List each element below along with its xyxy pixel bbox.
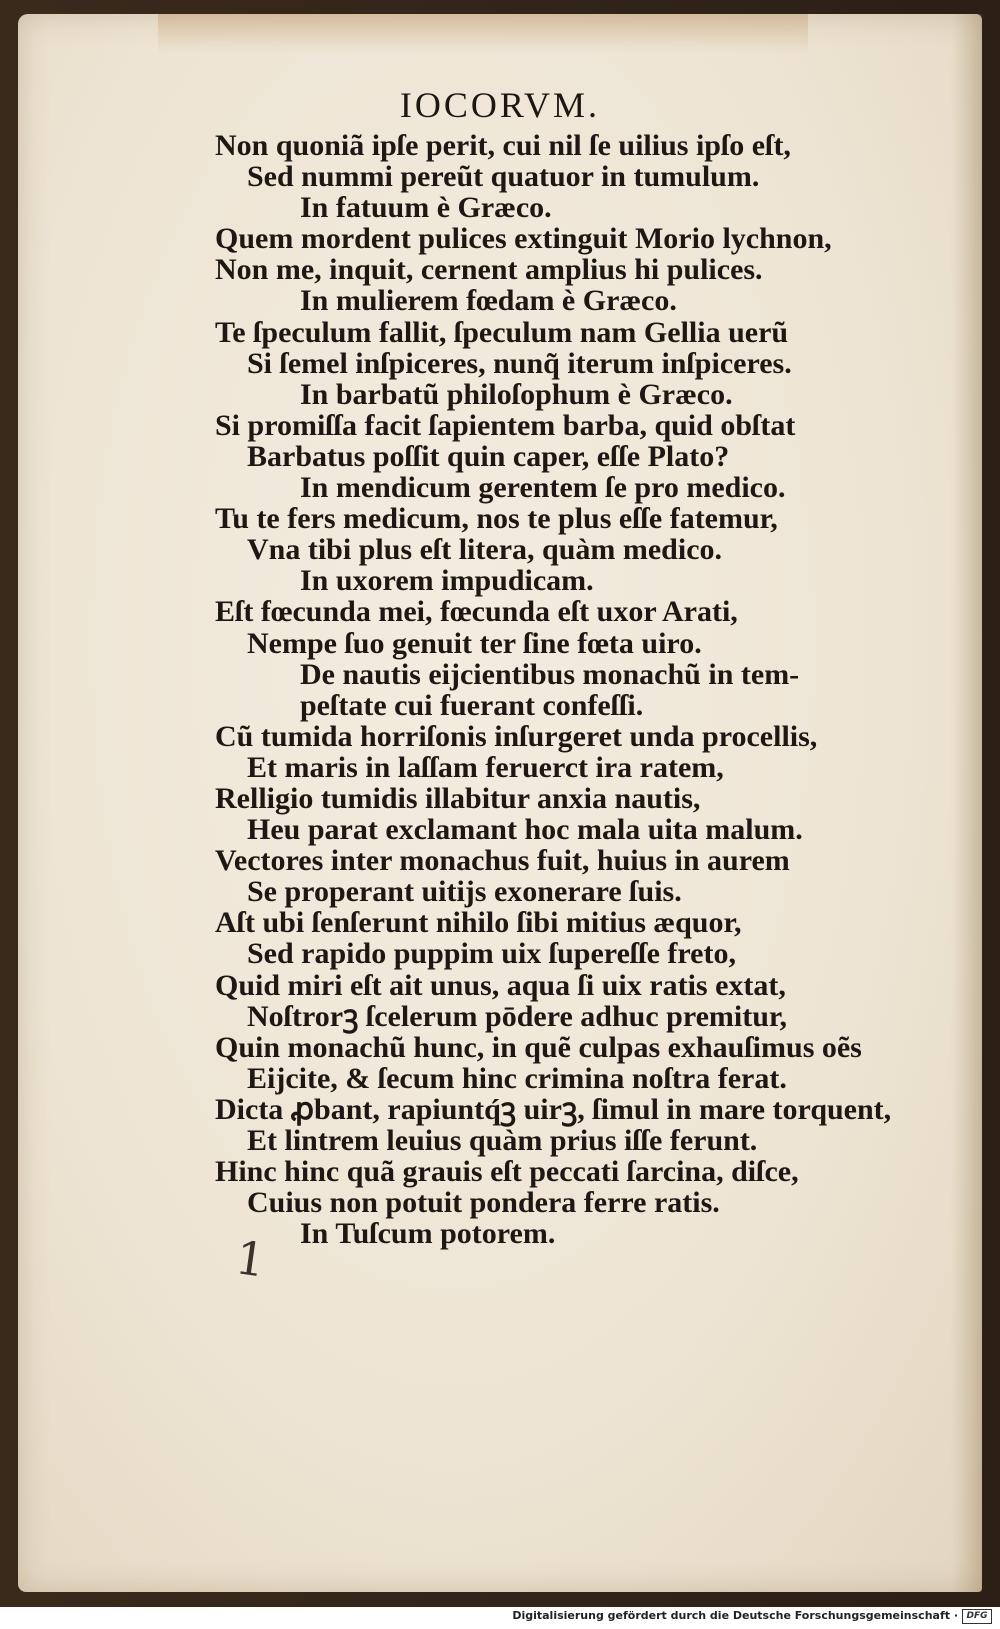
poem-text-block [215,130,895,1249]
text-line: In fatuum è Græco. [300,191,552,225]
dfg-logo: DFG [962,1609,992,1624]
text-line: Quem mordent pulices extinguit Morio lychnon, [215,222,832,256]
page-stain [158,14,808,54]
text-line: Sed rapido puppim uix ſupereſſe freto, [247,937,736,971]
text-line: In Tuſcum potorem. [300,1217,556,1251]
text-line: Sed nummi pereũt quatuor in tumulum. [247,160,760,194]
text-line: Heu parat exclamant hoc mala uita malum. [247,813,803,847]
text-line: Aſt ubi ſenſerunt nihilo ſibi mitius æquor, [215,906,742,940]
text-line: Non me, inquit, cernent amplius hi pulices. [215,253,763,287]
text-line: Cuius non potuit pondera ferre ratis. [247,1186,720,1220]
text-line: In mulierem fœdam è Græco. [300,284,677,318]
handwritten-margin-mark: 1 [232,1230,269,1288]
text-line: Te ſpeculum fallit, ſpeculum nam Gellia uerũ [215,315,789,349]
text-line: Hinc hinc quã grauis eſt peccati ſarcina, diſce, [215,1155,799,1189]
text-line: Et maris in laſſam feruerct ira ratem, [247,750,724,784]
text-line: Vectores inter monachus fuit, huius in aurem [215,844,790,878]
text-line: Nempe ſuo genuit ter ſine fœta uiro. [247,626,702,660]
text-line: Si promiſſa facit ſapientem barba, quid obſtat [215,408,796,442]
text-line: Quin monachũ hunc, in quẽ culpas exhauſimus oẽs [215,1030,862,1064]
text-line: Eſt fœcunda mei, fœcunda eſt uxor Arati, [215,595,738,629]
text-line: In uxorem impudicam. [300,564,594,598]
text-line: De nautis eijcientibus monachũ in tem- [300,657,800,691]
text-line: Cũ tumida horriſonis inſurgeret unda procellis, [215,719,818,753]
text-line: Et lintrem leuius quàm prius iſſe ferunt. [247,1124,758,1157]
digitization-credit: Digitalisierung gefördert durch die Deutsche Forschungsgemeinschaft · [512,1609,958,1622]
text-line: In barbatũ philoſophum è Græco. [300,377,733,411]
running-head: IOCORVM. [399,85,601,125]
text-line: Eijcite, & ſecum hinc crimina noſtra ferat. [247,1061,787,1095]
text-line: Quid miri eſt ait unus, aqua ſi uix ratis extat, [215,968,786,1002]
text-line: Noſtrorꝫ ſcelerum pōdere adhuc premitur, [247,999,787,1033]
text-line: Tu te fers medicum, nos te plus eſſe fatemur, [215,502,778,536]
text-line: Se properant uitijs exonerare ſuis. [247,875,682,909]
text-line: In mendicum gerentem ſe pro medico. [300,471,786,505]
text-line: Non quoniã ipſe perit, cui nil ſe uilius ipſo eſt, [215,129,791,162]
text-line: peſtate cui fuerant confeſſi. [300,688,644,722]
page-gutter-shadow [952,14,982,1592]
text-line: Dicta ꝓbant, rapiuntq́ꝫ uirꝫ, ſimul in mare torquent, [215,1092,892,1126]
text-line: Barbatus poſſit quin caper, eſſe Plato? [247,439,730,473]
text-line: Relligio tumidis illabitur anxia nautis, [215,781,701,815]
text-line: Si ſemel inſpiceres, nunq̃ iterum inſpiceres. [247,346,792,380]
text-line: Vna tibi plus eſt litera, quàm medico. [247,533,723,567]
